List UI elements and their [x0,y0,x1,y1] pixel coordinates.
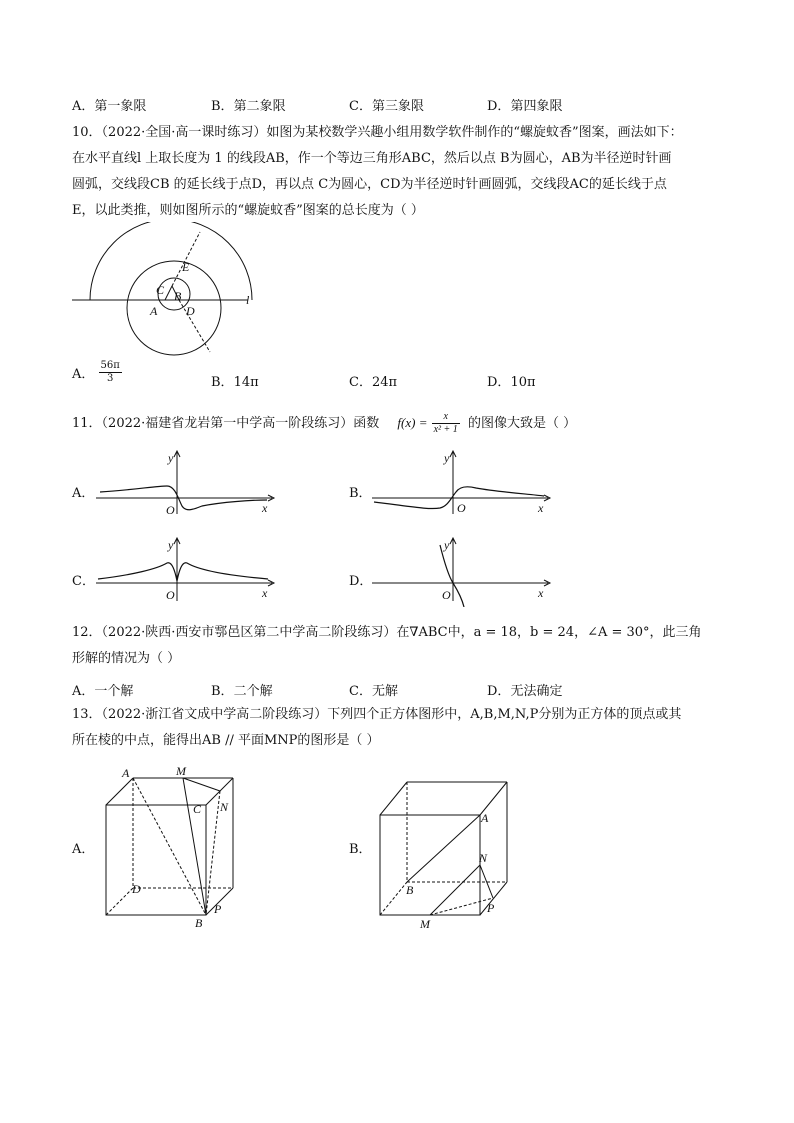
q10-line-1: 10．（2022·全国·高一课时练习）如图为某校数学兴趣小组用数学软件制作的“螺旋蚊香”图案，画法如下： [72,125,683,140]
q13-line-1: 13．（2022·浙江省文成中学高二阶段练习）下列四个正方体图形中，A,B,M,N,P分别为正方体的顶点或其 [72,707,682,722]
graph-a [92,450,282,520]
q11-option-d-label: D． [349,574,373,589]
label-b: B [406,883,414,897]
origin-label: O [442,588,451,602]
q12-line-1: 12．（2022·陕西·西安市鄠邑区第二中学高二阶段练习）在∇ABC中，a = 18，b = 24，∠A = 30°，此三角 [72,625,702,640]
label-m: M [420,917,430,930]
q11-option-b-label: B． [349,486,372,501]
q11-option-a-label: A． [72,486,95,501]
axis-x-label: x [538,501,544,515]
label-d: D [132,882,141,896]
q12-option-a: A．一个解 [72,684,134,699]
q10-option-d: D．10π [487,375,536,390]
q13-option-a-label: A． [72,842,95,857]
q9-option-c: C．第三象限 [349,99,424,114]
segment-np [480,865,493,898]
segment-mn [430,865,480,915]
label-a: A [150,304,158,318]
graph-d [368,537,558,607]
axis-y-label: y [444,538,450,552]
q13-line-2: 所在棱的中点，能得出AB // 平面MNP的图形是（ ） [72,733,380,748]
axis-y-label: y [168,538,174,552]
q9-option-b: B．第二象限 [211,99,286,114]
axis-x-label: x [262,501,268,515]
segment-ab [133,778,206,915]
q10-line-2: 在水平直线l 上取长度为 1 的线段AB，作一个等边三角形ABC，然后以点 B为圆心，AB为半径逆时针画 [72,151,672,166]
graph-b [368,450,558,520]
axis-y-label: y [444,451,450,465]
label-l: l [246,293,250,307]
segment-mp [430,898,493,915]
q11-line: 11．（2022·福建省龙岩第一中学高一阶段练习）函数 f(x) = $\frac{x}{\text{x² + 1}}$ 的图像大致是（ ） [72,411,577,435]
label-n: N [479,851,488,865]
axis-x-label: x [538,586,544,600]
q10-line-3: 圆弧，交线段CB 的延长线于点D，再以点 C为圆心，CD为半径逆时针画圆弧，交线段AC的延长线于点 [72,177,667,192]
label-p: P [487,901,495,915]
origin-label: O [457,501,466,515]
cube-a [98,765,248,930]
label-b: B [195,916,203,930]
axis-y-label: y [168,451,174,465]
q9-option-a: A．第一象限 [72,99,147,114]
label-m: M [176,765,186,778]
spiral-circle [127,261,221,355]
label-a: A [122,766,130,780]
origin-label: O [166,588,175,602]
label-b: B [174,289,182,303]
axis-x-label: x [262,586,268,600]
q11-option-c-label: C． [72,574,95,589]
label-c: C [156,283,165,297]
q12-option-c: C．无解 [349,684,398,699]
label-p: P [214,902,222,916]
q10-option-c: C．24π [349,375,398,390]
segment-ab [407,815,480,882]
q12-option-b: B．二个解 [211,684,273,699]
cube-b [375,770,525,930]
label-d: D [186,304,195,318]
q10-line-4: E，以此类推，则如图所示的“螺旋蚊香”图案的总长度为（ ） [72,203,424,218]
label-e: E [182,260,190,274]
label-a: A [481,811,489,825]
graph-c [92,537,282,607]
q13-option-b-label: B． [349,842,372,857]
q10-option-a: A． $\frac{56\pi}{3}$ [72,360,120,384]
q12-line-2: 形解的情况为（ ） [72,651,181,666]
curve [98,563,268,581]
origin-label: O [166,503,175,517]
q9-option-d: D．第四象限 [487,99,563,114]
label-c: C [193,802,202,816]
label-n: N [220,800,229,814]
spiral-figure [70,222,270,362]
q12-option-d: D．无法确定 [487,684,563,699]
q10-option-b: B．14π [211,375,259,390]
segment-mn [183,778,220,791]
triangle-side-ac [165,286,172,300]
